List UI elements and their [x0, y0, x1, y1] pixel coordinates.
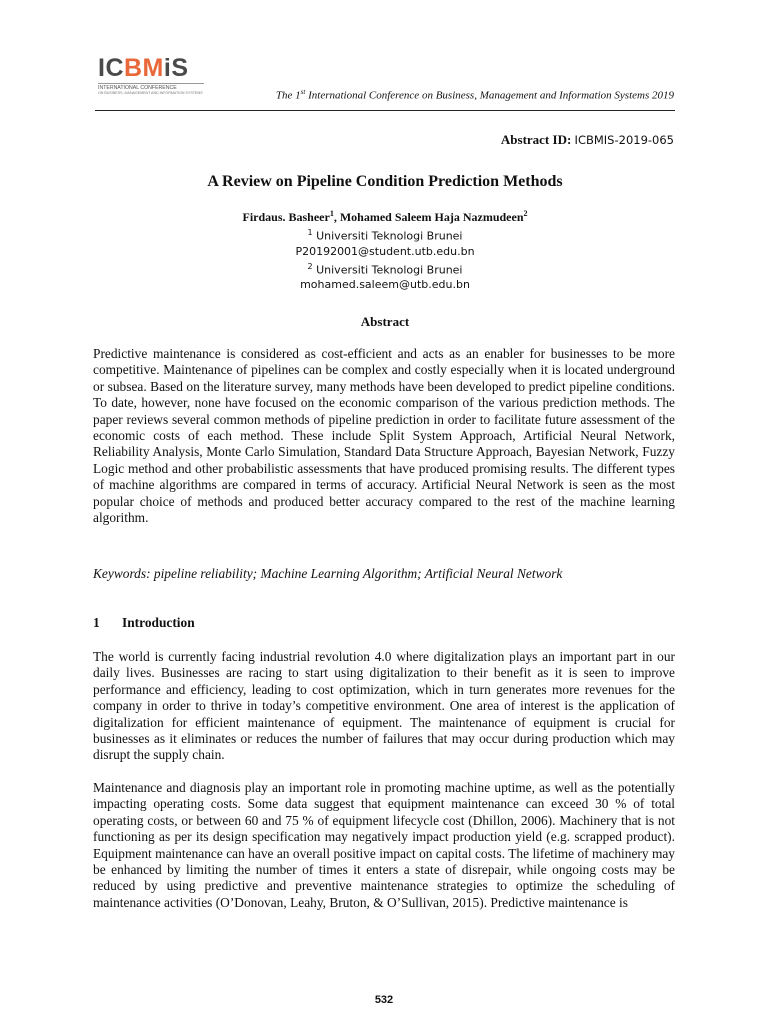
email-1: P20192001@student.utb.edu.bn: [295, 244, 475, 258]
author-names: Firdaus. Basheer$^1$, Mohamed Saleem Haja Nazmudeen$^2$: [242, 209, 528, 224]
section-number: 1: [93, 615, 100, 630]
author-block: [95, 206, 675, 292]
conference-logo: [98, 54, 204, 100]
affiliation-2: $^2$ Universiti Teknologi Brunei: [307, 261, 463, 277]
abstract-text: Predictive maintenance is considered as cost-efficient and acts as an enabler for businesses to be more competitive. Maintenance of pipelines can be complex and costly especially when it is located underground or subsea. Based on the literature survey, many methods have been developed to predict pipeline conditions. To date, however, none have focused on the economic comparison of the various prediction methods. The paper reviews several common methods of pipeline prediction in order to facilitate future assessment of the economic costs of each method. These include Split System Approach, Artificial Neural Network, Reliability Analysis, Monte Carlo Simulation, Standard Data Structure Approach, Bayesian Network, Fuzzy Logic method and other probabilistic assessments that have produced promising results. The different types of machine algorithms are compared in terms of accuracy. Artificial Neural Network is seen as the most popular choice of methods and produced better accuracy compared to the rest of the machine learning algorithm.: [93, 346, 675, 526]
affiliation-1: $^1$ Universiti Teknologi Brunei: [307, 228, 463, 243]
header-divider: [95, 110, 675, 111]
section-heading-introduction: [93, 615, 195, 631]
logo-subtitle-2: ON BUSINESS, MANAGEMENT AND INFORMATION SYSTEMS: [98, 91, 203, 95]
section-title: Introduction: [122, 615, 195, 630]
email-2: mohamed.saleem@utb.edu.bn: [300, 278, 470, 292]
abstract-heading: Abstract: [360, 314, 410, 329]
abstract-id: [380, 132, 674, 148]
conference-title: The 1st International Conference on Business, Management and Information Systems 2019: [275, 88, 674, 102]
paper-title: A Review on Pipeline Condition Prediction Methods: [207, 173, 563, 190]
intro-paragraph-2: Maintenance and diagnosis play an important role in promoting machine uptime, as well as the potentially impacting operating costs. Some data suggest that equipment maintenance can exceed 30 % of total operating costs, or between 60 and 75 % of equipment lifecycle cost (Dhillon, 2006). Machinery that is not functioning as per its design specification may negatively impact production yield (e.g. scrapped product). Equipment maintenance can have an overall positive impact on capital costs. The lifetime of machinery may be enhanced by limiting the number of times it enters a state of disrepair, while ongoing costs may be reduced by using predictive and preventive maintenance strategies to optimize the scheduling of maintenance activities (O’Donovan, Leahy, Bruton, & O’Sullivan, 2015). Predictive maintenance is: [93, 780, 675, 910]
logo-subtitle: INTERNATIONAL CONFERENCE: [98, 83, 204, 91]
abstract-id-label: Abstract ID:: [500, 132, 572, 147]
intro-paragraph-1: The world is currently facing industrial revolution 4.0 where digitalization plays an important part in our daily lives. Businesses are racing to start using digitalization to their benefit as it is seen to improve performance and efficiency, leading to cost optimization, which in turn generates more revenues for the company in order to thrive in today’s competitive environment. One area of interest is the application of digitalization for efficient maintenance of equipment. The maintenance of equipment is crucial for businesses as it eliminates or reduces the number of failures that may occur during production which may disrupt the supply chain.: [93, 649, 675, 763]
logo-wordmark: ICBMiS: [98, 54, 189, 82]
keywords: Keywords: pipeline reliability; Machine Learning Algorithm; Artificial Neural Network: [93, 566, 563, 581]
page-number: 532: [374, 994, 394, 1006]
abstract-id-value: ICBMIS-2019-065: [574, 133, 674, 147]
